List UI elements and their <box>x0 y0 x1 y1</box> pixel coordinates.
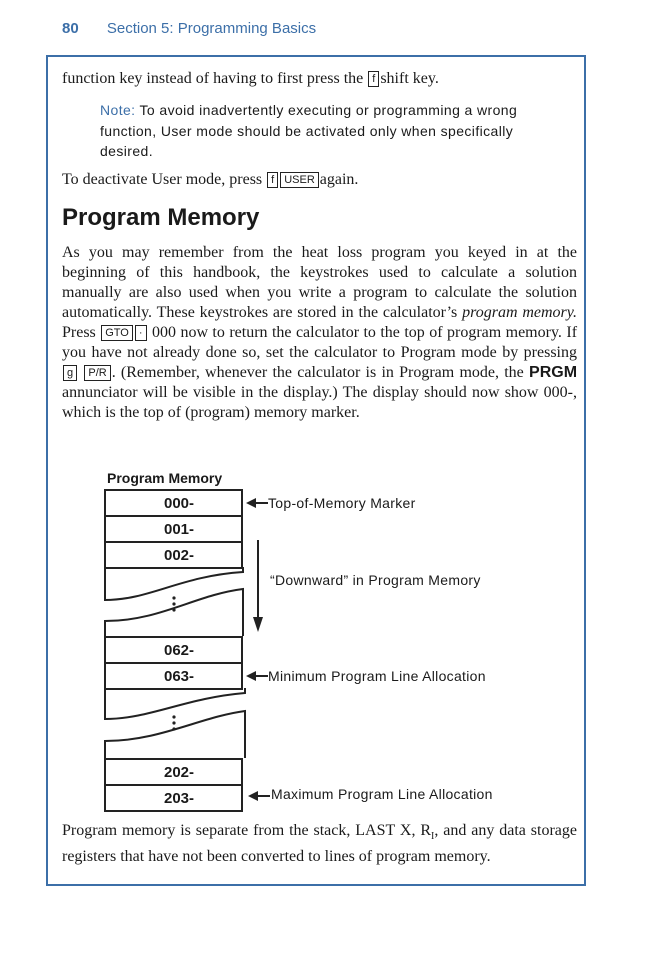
down-arrowhead <box>253 617 263 632</box>
ellipsis-dot <box>172 608 175 611</box>
para3-text: 000 now to return the calculator to the top of program memory. If you have not already done so, set the calculator to Program mode by pressing <box>62 324 578 361</box>
program-memory-italic: program memory. <box>462 304 578 321</box>
para1-end: shift key. <box>380 70 439 87</box>
prgm-annunciator: PRGM <box>529 364 578 381</box>
left-arrowhead <box>246 671 256 681</box>
para1-text: function key instead of having to first press the <box>62 70 364 87</box>
memory-cell-000: 000- <box>104 489 243 517</box>
label-downward: “Downward” in Program Memory <box>270 572 481 588</box>
diagram-title: Program Memory <box>107 470 223 486</box>
pr-key: P/R <box>84 365 110 381</box>
para4-end: , and any data storage registers that have not been converted to lines of program memory. <box>62 822 577 866</box>
ellipsis-dot <box>172 727 175 730</box>
note-label: Note: <box>100 102 136 118</box>
section-heading: Program Memory <box>62 204 260 231</box>
memory-cell-063: 063- <box>104 662 243 690</box>
para2-text: To deactivate User mode, press <box>62 171 263 188</box>
break-upper-shape <box>105 567 243 600</box>
para2-end: again. <box>319 171 359 188</box>
gto-key: GTO <box>101 325 133 341</box>
memory-cell-062: 062- <box>104 636 243 664</box>
dot-key: · <box>135 325 147 341</box>
label-top-of-memory: Top-of-Memory Marker <box>268 495 416 511</box>
g-key: g <box>63 365 77 381</box>
para4-text: Program memory is separate from the stack, LAST X, R <box>62 822 432 839</box>
para3-text: . (Remember, whenever the calculator is in Program mode, the <box>111 364 524 381</box>
paragraph-separate <box>62 821 577 867</box>
memory-cell-002: 002- <box>104 541 243 569</box>
ellipsis-dot <box>172 721 175 724</box>
user-key: USER <box>280 172 319 188</box>
label-maximum-allocation: Maximum Program Line Allocation <box>271 786 493 802</box>
memory-cell-203: 203- <box>104 784 243 812</box>
ri-subscript: I <box>431 831 435 843</box>
para3-text: As you may remember from the heat loss program you keyed in at the beginning of this handbook, the keystrokes used to calculate a solution manually are also used when you write a program to calculate the solution automatically. These keystrokes are stored in the calculator’s <box>62 244 577 321</box>
note-text: To avoid inadvertently executing or programming a wrong function, User mode should be activated only when specifically desired. <box>100 102 518 159</box>
memory-cell-202: 202- <box>104 758 243 786</box>
ellipsis-dot <box>172 602 175 605</box>
break-lower-shape <box>105 589 243 636</box>
ellipsis-dot <box>172 715 175 718</box>
memory-cell-001: 001- <box>104 515 243 543</box>
ellipsis-dot <box>172 596 175 599</box>
section-title: Section 5: Programming Basics <box>106 20 317 37</box>
f-key: f <box>368 71 379 87</box>
left-arrowhead <box>248 791 258 801</box>
f-key: f <box>267 172 278 188</box>
page-number: 80 <box>62 20 79 37</box>
left-arrowhead <box>246 498 256 508</box>
para3-text: annunciator will be visible in the display.) The display should now show 000-, which is the top of (program) memory marker. <box>62 384 577 421</box>
label-minimum-allocation: Minimum Program Line Allocation <box>268 668 486 684</box>
para3-text: Press <box>62 324 96 341</box>
